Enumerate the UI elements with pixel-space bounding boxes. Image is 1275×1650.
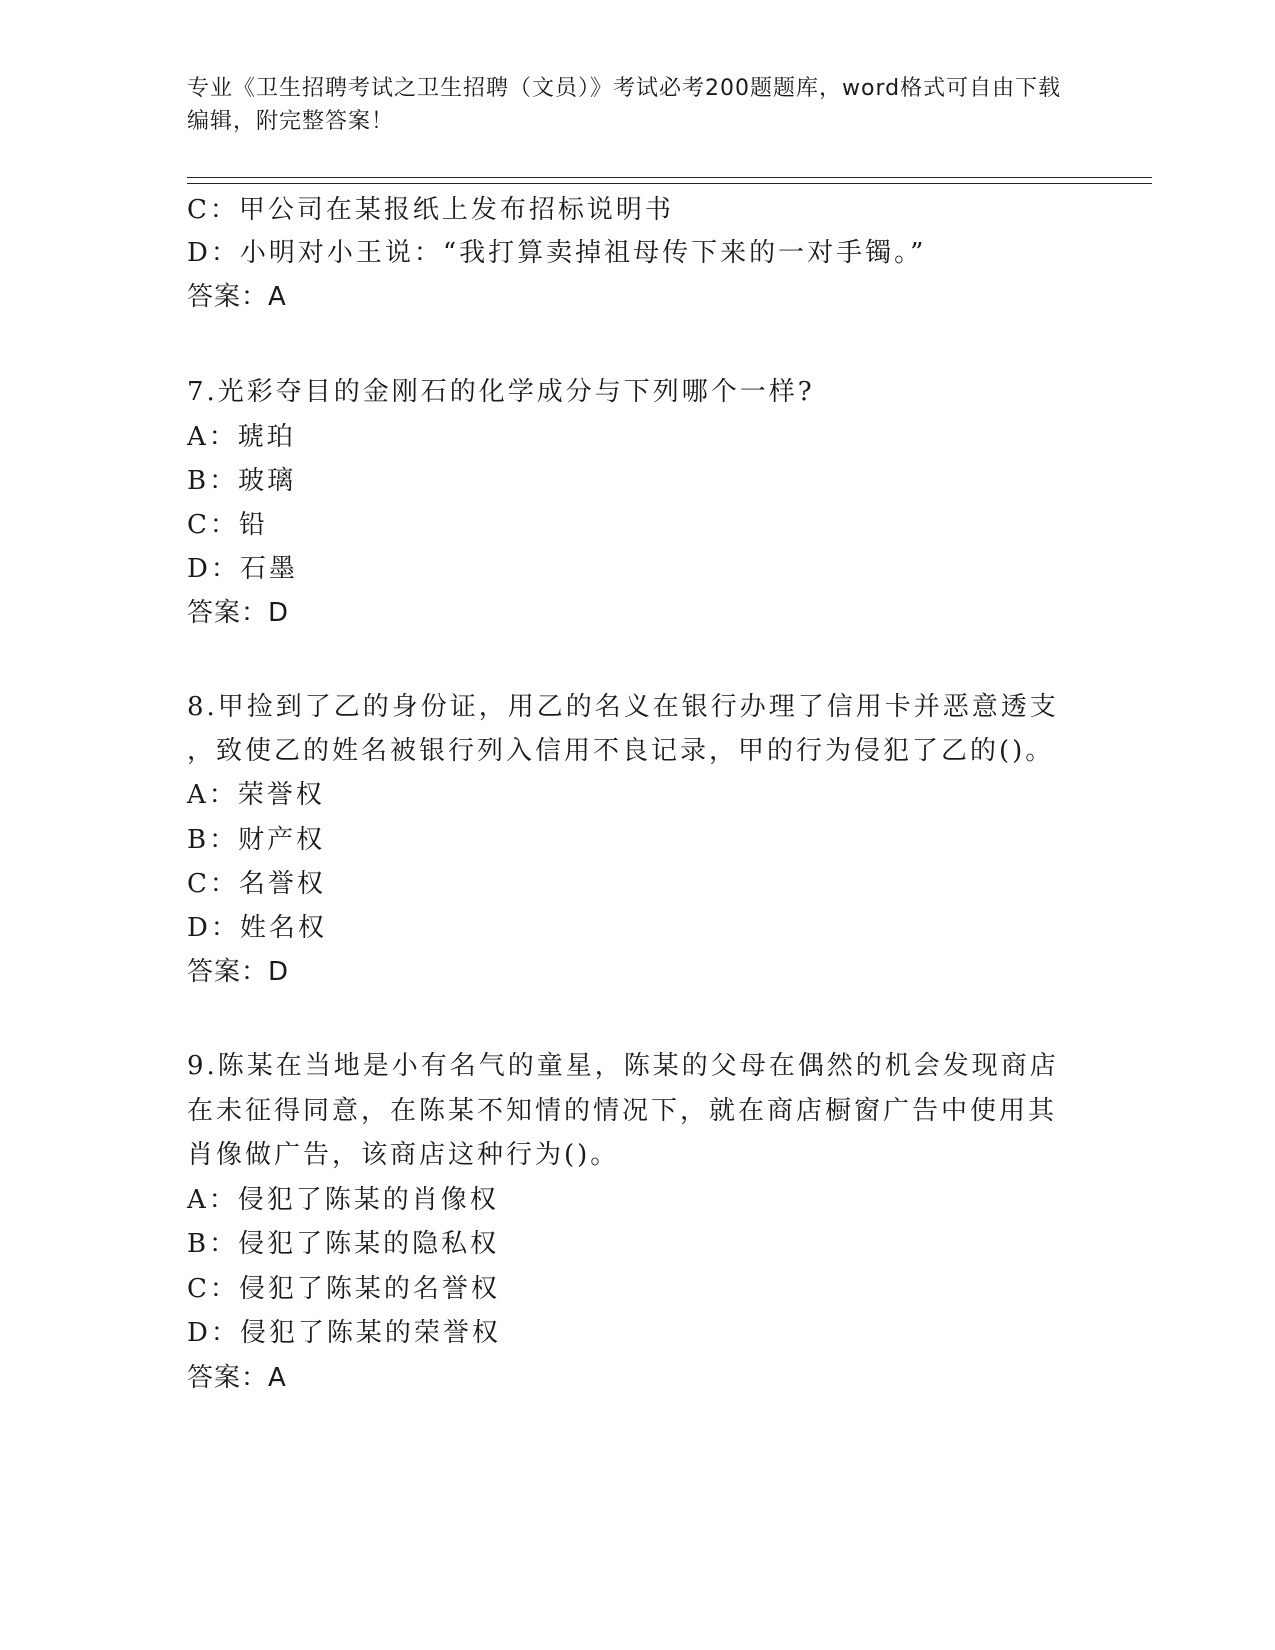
q8-question-line2: ，致使乙的姓名被银行列入信用不良记录，甲的行为侵犯了乙的()。 — [187, 736, 1055, 766]
q8-option-a: A：荣誉权 — [187, 780, 325, 810]
q9-option-a: A：侵犯了陈某的肖像权 — [187, 1185, 499, 1215]
q7-option-c: C：铅 — [187, 510, 268, 540]
header-divider-bottom — [187, 183, 1152, 184]
q8-option-d: D：姓名权 — [187, 913, 327, 943]
q9-answer: 答案：A — [187, 1363, 287, 1393]
q8-question-line1: 8.甲捡到了乙的身份证，用乙的名义在银行办理了信用卡并恶意透支 — [187, 692, 1059, 722]
q9-option-d: D：侵犯了陈某的荣誉权 — [187, 1318, 501, 1348]
q6-option-d: D：小明对小王说：“我打算卖掉祖母传下来的一对手镯。” — [187, 238, 927, 268]
q9-question-line2: 在未征得同意，在陈某不知情的情况下，就在商店橱窗广告中使用其 — [187, 1096, 1058, 1126]
q7-option-a: A：琥珀 — [187, 422, 296, 452]
document-header-title: 专业《卫生招聘考试之卫生招聘（文员）》考试必考200题题库，word格式可自由下载编辑，附完整答案！ — [187, 76, 1062, 134]
q9-question-line3: 肖像做广告，该商店这种行为()。 — [187, 1140, 620, 1170]
header-divider-top — [187, 177, 1152, 178]
q8-option-b: B：财产权 — [187, 825, 326, 855]
q7-option-d: D：石墨 — [187, 554, 298, 584]
q9-option-b: B：侵犯了陈某的隐私权 — [187, 1229, 500, 1259]
q8-option-c: C：名誉权 — [187, 869, 326, 899]
q7-option-b: B：玻璃 — [187, 466, 297, 496]
q6-answer: 答案：A — [187, 282, 287, 312]
q9-question-line1: 9.陈某在当地是小有名气的童星，陈某的父母在偶然的机会发现商店 — [187, 1051, 1059, 1081]
q8-answer: 答案：D — [187, 957, 290, 987]
q7-question: 7.光彩夺目的金刚石的化学成分与下列哪个一样? — [187, 377, 815, 407]
q7-answer: 答案：D — [187, 598, 290, 628]
q9-option-c: C：侵犯了陈某的名誉权 — [187, 1274, 500, 1304]
q6-option-c: C：甲公司在某报纸上发布招标说明书 — [187, 195, 674, 225]
